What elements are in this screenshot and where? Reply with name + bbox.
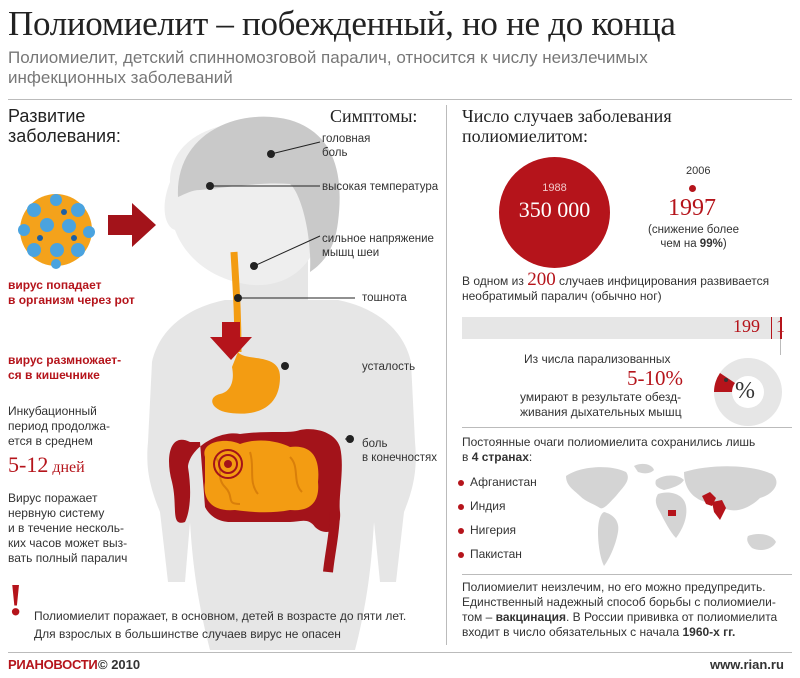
symptom-limbs: боль в конечностях xyxy=(362,438,437,464)
symptom-headache: головная боль xyxy=(322,133,371,159)
warning-mark-icon: ! xyxy=(8,574,24,625)
incubation-days: 5-12 дней xyxy=(8,452,85,477)
infection-target-icon xyxy=(214,450,242,478)
cases-2006-value: 1997 xyxy=(668,195,716,221)
column-divider xyxy=(446,105,447,645)
page-subtitle: Полиомиелит, детский спинномозговой паралич, относится к числу неизлечимых инфекционных заболеваний xyxy=(8,48,648,87)
right-arrow-icon xyxy=(108,203,156,247)
pie-percent-symbol: % xyxy=(735,378,755,404)
country-bullet xyxy=(458,528,464,534)
country-bullet xyxy=(458,480,464,486)
incubation-caption: Инкубационный период продолжа- ется в среднем xyxy=(8,404,110,448)
country-item: Пакистан xyxy=(458,547,558,571)
footer-divider xyxy=(8,652,792,653)
virus-icon xyxy=(12,190,100,270)
cases-2006-dot xyxy=(689,185,696,192)
symptom-fatigue: усталость xyxy=(362,361,416,373)
paralysis-caption: Вирус поражает нервную систему и в течение несколь- ких часов может выз- вать полный паралич xyxy=(8,491,128,565)
right-divider-2 xyxy=(462,574,792,575)
virus-mouth-caption: вирус попадает в организм через рот xyxy=(8,278,135,307)
header-divider xyxy=(8,99,792,100)
countries-intro: Постоянные очаги полиомиелита сохранились лишь в 4 странах: xyxy=(462,435,756,464)
fatigue-dot xyxy=(281,362,289,370)
vaccine-caption: Полиомиелит неизлечим, но его можно предупредить. Единственный надежный способ борьбы с полиомиели- том – вакцинация. В России прививка от полиомиелита входит в число обязательных с начала 1960-х гг. xyxy=(462,580,778,639)
symptom-nausea: тошнота xyxy=(362,292,407,304)
right-divider-1 xyxy=(462,427,792,428)
country-bullet xyxy=(458,552,464,558)
footer-site-link[interactable]: www.rian.ru xyxy=(710,657,784,672)
cases-heading: Число случаев заболевания полиомиелитом: xyxy=(462,106,672,146)
country-bullet xyxy=(458,504,464,510)
footer-copyright: © 2010 xyxy=(98,657,141,672)
page-title: Полиомиелит – побежденный, но не до конца xyxy=(8,4,676,43)
symptom-fever: высокая температура xyxy=(322,181,439,193)
paralyzed-line2: умирают в результате обезд- живания дыхательных мышц xyxy=(520,390,682,419)
symptom-neck: сильное напряжение мышц шеи xyxy=(322,233,434,259)
country-list xyxy=(458,475,558,571)
development-heading: Развитие заболевания: xyxy=(8,106,121,146)
cases-1988-year: 1988 xyxy=(542,182,567,194)
paralyzed-line1: Из числа парализованных xyxy=(524,352,671,366)
ratio-bar-left-label: 199 xyxy=(733,316,760,336)
virus-gut-caption: вирус размножает- ся в кишечнике xyxy=(8,353,122,382)
ratio-bar-right-label: 1 xyxy=(776,316,785,336)
symptoms-heading: Симптомы: xyxy=(330,106,418,126)
cases-decline: (снижение более чем на 99%) xyxy=(648,224,740,250)
paralyzed-percent: 5-10% xyxy=(627,366,683,390)
nigeria-region xyxy=(668,510,676,516)
country-item: Афганистан xyxy=(458,475,558,499)
note-caption: Полиомиелит поражает, в основном, детей в возрасте до пяти лет. Для взрослых в большинстве случаев вирус не опасен xyxy=(34,609,407,641)
ratio-bar-separator xyxy=(771,317,772,339)
ratio-caption: В одном из 200 случаев инфицирования развивается необратимый паралич (обычно ног) xyxy=(462,269,770,303)
cases-1988-value: 350 000 xyxy=(518,197,591,222)
world-map xyxy=(560,458,792,574)
footer-logo: РИАНОВОСТИ xyxy=(8,657,98,672)
country-item: Индия xyxy=(458,499,558,523)
cases-2006-year: 2006 xyxy=(686,165,711,177)
country-item: Нигерия xyxy=(458,523,558,547)
